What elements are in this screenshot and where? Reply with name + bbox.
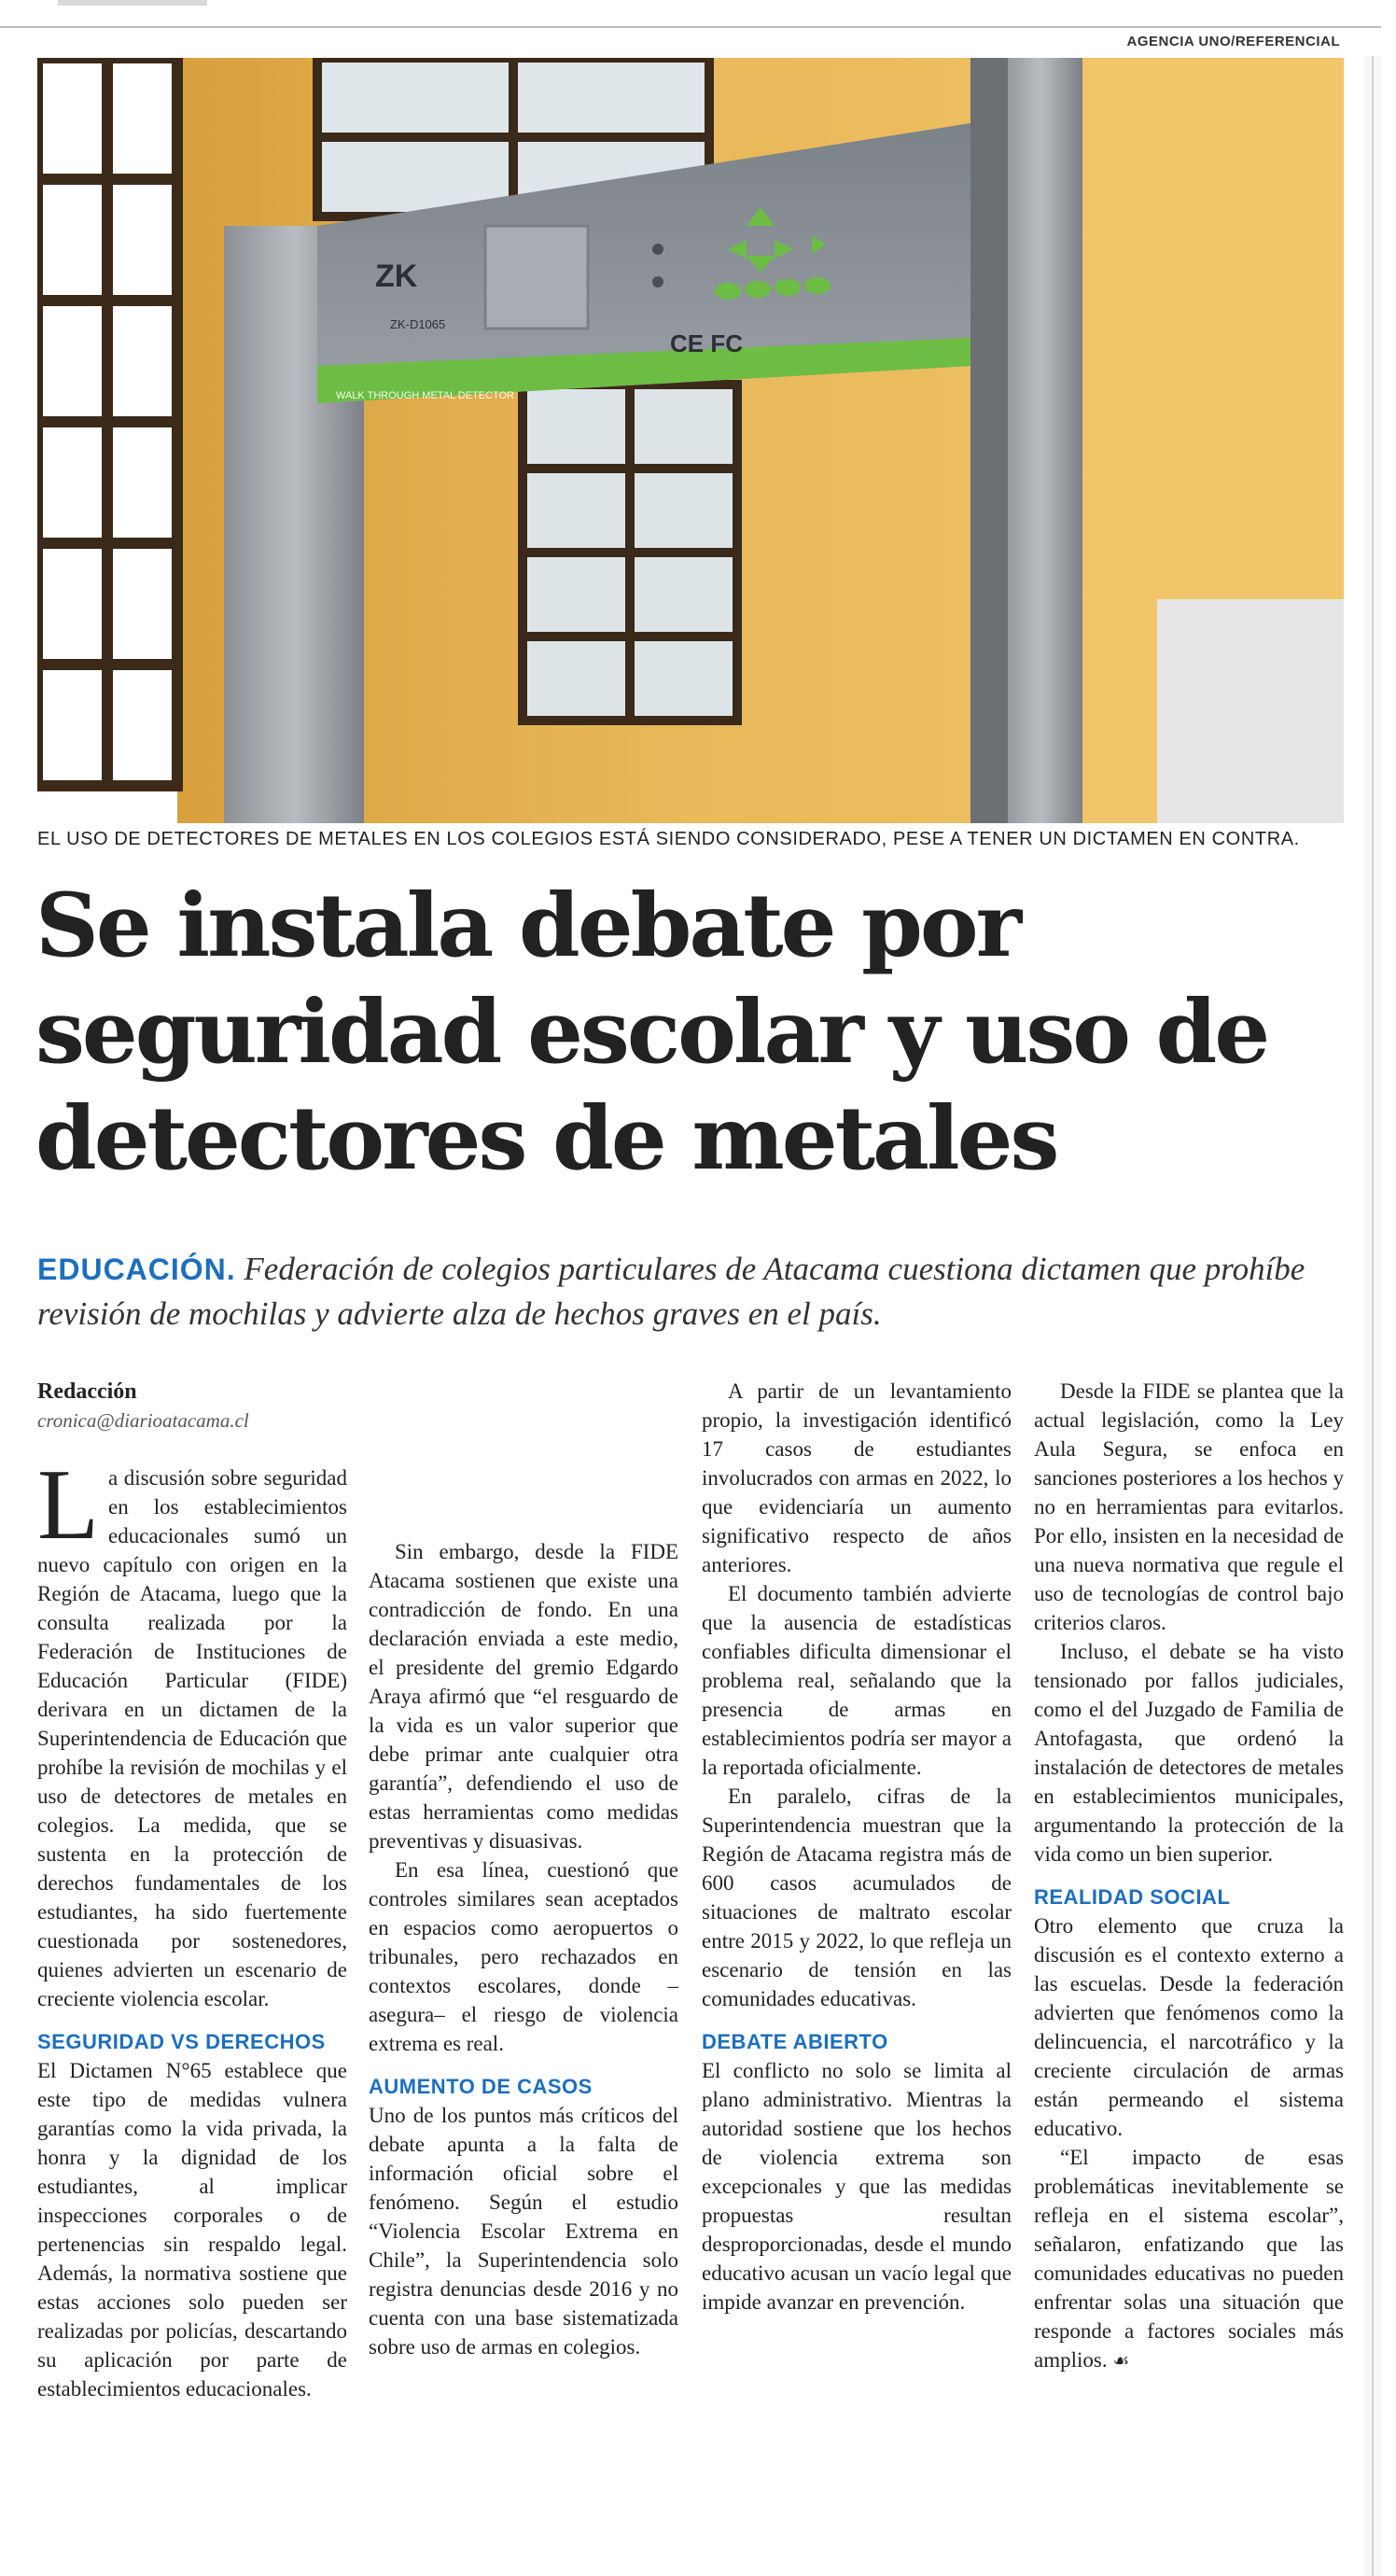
byline-email[interactable]: cronica@diarioatacama.cl xyxy=(37,1409,249,1432)
column-3 xyxy=(702,1377,1012,2317)
article-headline xyxy=(35,873,1361,1192)
photo-caption: EL USO DE DETECTORES DE METALES EN LOS COLEGIOS ESTÁ SIENDO CONSIDERADO, PESE A TENER UN DICTAMEN EN CONTRA. xyxy=(37,829,1300,849)
photo-credit: AGENCIA UNO/REFERENCIAL xyxy=(1126,34,1340,49)
paragraph-6: A partir de un levantamiento propio, la investigación identificó 17 casos de estudiantes involucrados con armas en 2022, lo que evidenciaría un aumento significativo respecto de años anteriores. xyxy=(702,1379,1012,1576)
paragraph-4: En esa línea, cuestionó que controles similares sean aceptados en espacios como aeropuertos o tribunales, pero rechazados en contextos escolares, donde –asegura– el riesgo de violencia extrema es real. xyxy=(369,1858,678,2055)
headline-line-2: seguridad escolar y uso de xyxy=(35,981,1268,1084)
paragraph-5: Uno de los puntos más críticos del debate apunta a la falta de información oficial sobre el fenómeno. Según el estudio “Violencia Escolar Extrema en Chile”, la Superintendencia solo registra denuncias desde 2016 y no cuenta con una base sistematizada sobre uso de armas en colegios. xyxy=(369,2104,678,2359)
column-2 xyxy=(369,1377,678,2361)
paragraph-2: El Dictamen N°65 establece que este tipo de medidas vulnera garantías como la vida privada, la honra y la dignidad de los estudiantes, al implicar inspecciones corporales o de pertenencias sin respaldo legal. Además, la normativa sostiene que estas acciones solo pueden ser realizadas por policías, descartando su aplicación por parte de establecimientos educacionales. xyxy=(37,2059,347,2401)
detector-strip-text: WALK THROUGH METAL DETECTOR xyxy=(336,390,515,401)
adjacent-page-edge xyxy=(1364,56,1381,2576)
subhead-realidad: REALIDAD SOCIAL xyxy=(1034,1885,1231,1909)
column-1 xyxy=(37,1377,347,2403)
paragraph-3: Sin embargo, desde la FIDE Atacama sostienen que existe una contradicción de fondo. En una declaración enviada a este medio, el presidente del gremio Edgardo Araya afirmó que “el resguardo de la vida es un valor superior que debe primar ante cualquier otra garantía”, defendiendo el uso de estas herramientas como medidas preventivas y disuasivas. xyxy=(369,1540,678,1853)
headline-line-1: Se instala debate por xyxy=(35,875,1020,977)
article-deck xyxy=(37,1247,1344,1337)
deck-text: Federación de colegios particulares de Atacama cuestiona dictamen que prohíbe revisión de mochilas y advierte alza de hechos graves en el país. xyxy=(37,1251,1305,1332)
subhead-debate: DEBATE ABIERTO xyxy=(702,2030,888,2053)
paragraph-12: Otro elemento que cruza la discusión es el contexto externo a las escuelas. Desde la federación advierten que fenómenos como la delincuencia, el narcotráfico y la creciente circulación de armas están permeando el sistema educativo. xyxy=(1034,1914,1344,2140)
metal-detector-illustration xyxy=(37,58,1344,823)
headline-line-3: detectores de metales xyxy=(35,1087,1057,1190)
section-label: EDUCACIÓN. xyxy=(37,1253,236,1286)
paragraph-13-text: “El impacto de esas problemáticas inevitablemente se refleja en el sistema escolar”, señalaron, enfatizando que las comunidades educativas no pueden enfrentar solas una situación que responde a factores sociales más amplios. xyxy=(1034,2146,1344,2372)
end-mark-icon: ☙ xyxy=(1112,2349,1130,2372)
cert-marks: CE FC xyxy=(670,329,743,357)
paragraph-9: El conflicto no solo se limita al plano administrativo. Mientras la autoridad sostiene que los hechos de violencia extrema son excepcionales y que las medidas propuestas resultan desproporcionadas, desde el mundo educativo acusan un vacío legal que impide avanzar en prevención. xyxy=(702,2059,1012,2314)
subhead-aumento: AUMENTO DE CASOS xyxy=(369,2075,593,2098)
detector-model: ZK-D1065 xyxy=(390,317,446,331)
column-4 xyxy=(1034,1377,1344,2375)
subhead-seguridad: SEGURIDAD VS DERECHOS xyxy=(37,2030,326,2053)
paragraph-1-text: a discusión sobre seguridad en los establecimientos educacionales sumó un nuevo capítulo con origen en la Región de Atacama, luego que la consulta realizada por la Federación de Instituciones de Educación Particular (FIDE) derivara en un dictamen de la Superintendencia de Educación que prohíbe la revisión de mochilas y el uso de detectores de metales en colegios. La medida, que se sustenta en la protección de derechos fundamentales de los estudiantes, ha sido fuertemente cuestionada por sostenedores, quienes advierten un escenario de creciente violencia escolar. xyxy=(37,1466,347,2010)
drop-cap: L xyxy=(37,1449,99,1561)
paragraph-13 xyxy=(1034,2143,1344,2375)
article-photo xyxy=(37,58,1344,823)
page-tab-mark xyxy=(58,0,207,6)
byline-author: Redacción xyxy=(37,1379,137,1404)
paragraph-8: En paralelo, cifras de la Superintendencia muestran que la Región de Atacama registra más de 600 casos acumulados de situaciones de maltrato escolar entre 2015 y 2022, lo que refleja un escenario de tensión en las comunidades educativas. xyxy=(702,1785,1012,2010)
detector-brand: ZK xyxy=(375,259,418,294)
paragraph-7: El documento también advierte que la ausencia de estadísticas confiables dificulta dimensionar el problema real, señalando que la presencia de armas en establecimientos podría ser mayor a la reportada oficialmente. xyxy=(702,1582,1012,1779)
paragraph-11: Incluso, el debate se ha visto tensionado por fallos judiciales, como el del Juzgado de Familia de Antofagasta, que ordenó la instalación de detectores de metales en establecimientos municipales, argumentando la protección de la vida como un bien superior. xyxy=(1034,1640,1344,1866)
paragraph-10: Desde la FIDE se plantea que la actual legislación, como la Ley Aula Segura, se enfoca en sanciones posteriores a los hechos y no en herramientas para evitarlos. Por ello, insisten en la necesidad de una nueva normativa que regule el uso de tecnologías de control bajo criterios claros. xyxy=(1034,1379,1344,1634)
paragraph-1 xyxy=(37,1449,347,2013)
page-top-rule xyxy=(0,0,1381,28)
